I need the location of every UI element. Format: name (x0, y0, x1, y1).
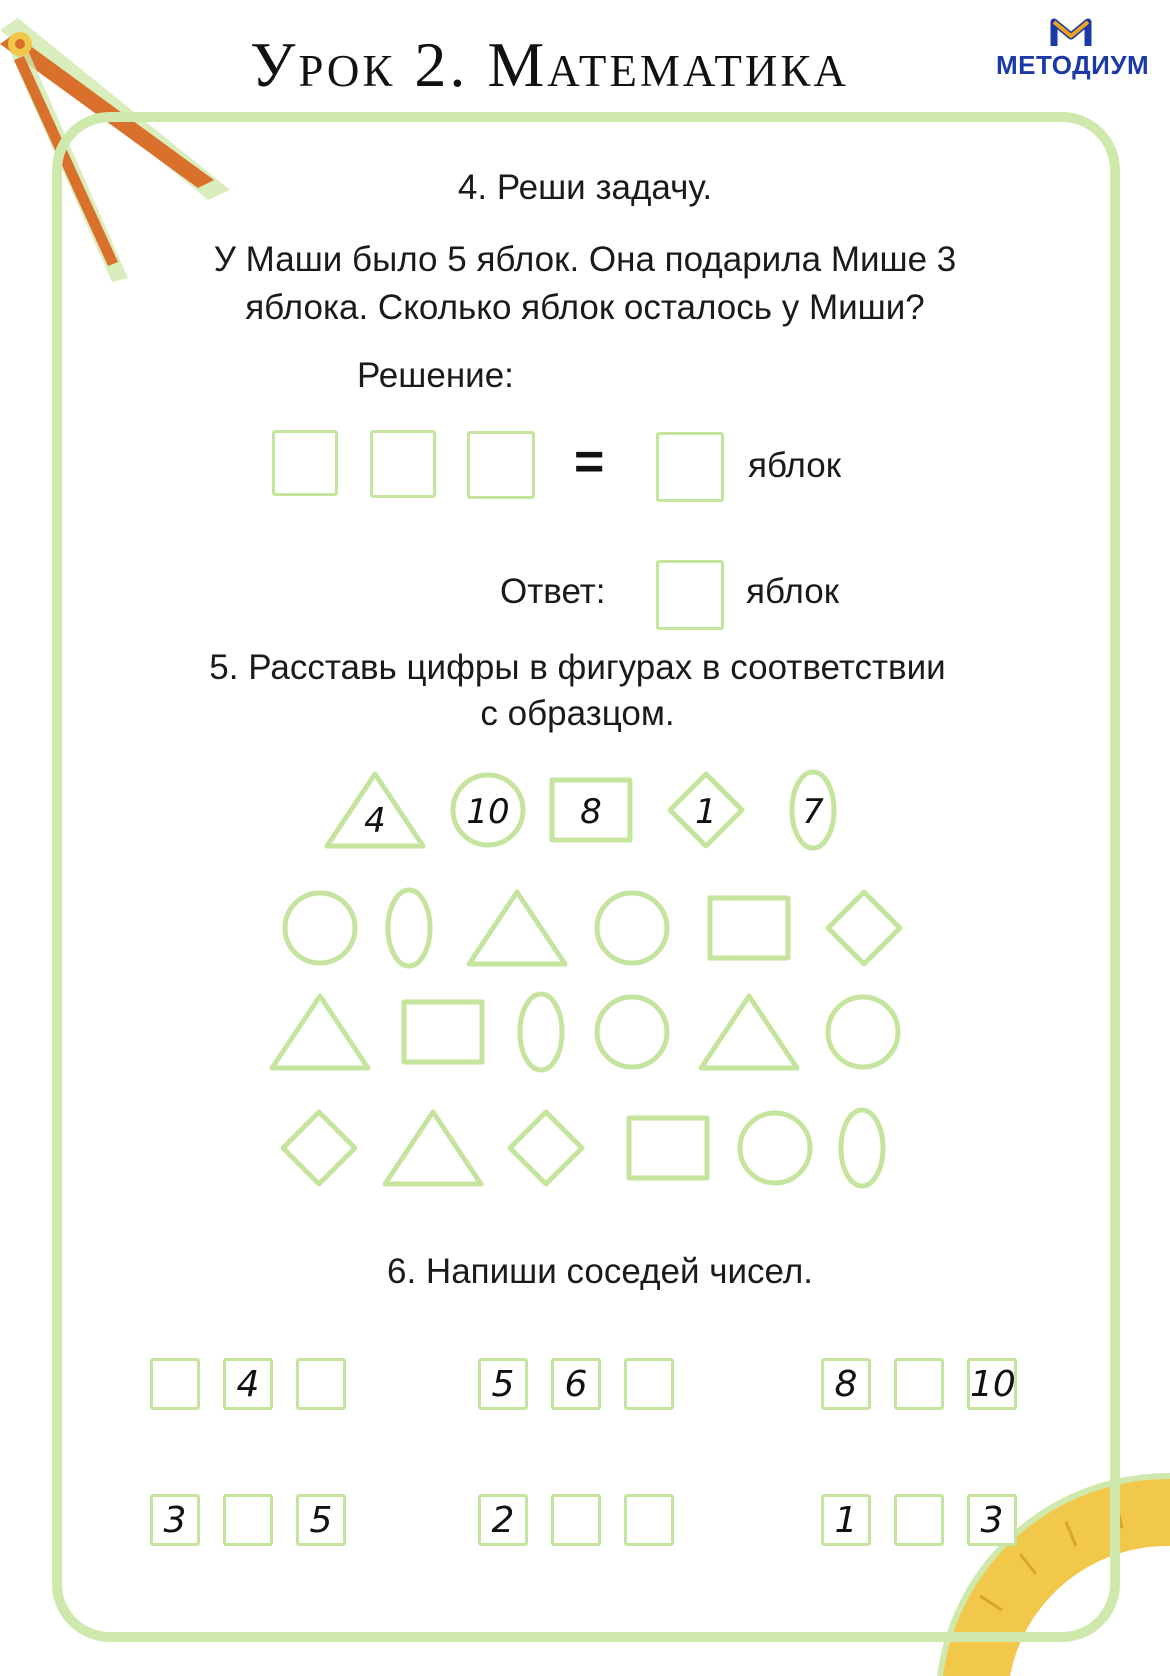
empty-rectangle-shape[interactable] (629, 1118, 707, 1178)
empty-ellipse-shape[interactable] (520, 994, 562, 1070)
empty-circle-shape[interactable] (285, 893, 355, 963)
sample-digit: 8 (580, 792, 602, 832)
number-digit: 8 (834, 1364, 858, 1405)
rectangle-outline (404, 1002, 482, 1062)
empty-number-box[interactable] (624, 1358, 674, 1410)
sample-shape-rectangle[interactable] (552, 780, 630, 840)
empty-rectangle-shape[interactable] (404, 1002, 482, 1062)
ellipse-outline (388, 890, 430, 966)
circle-outline (597, 893, 667, 963)
sample-shape-ellipse[interactable] (792, 772, 834, 848)
sample-digit: 7 (802, 792, 824, 832)
triangle-outline (701, 996, 797, 1068)
number-box (478, 1358, 528, 1410)
diamond-outline (510, 1112, 582, 1184)
number-box (296, 1494, 346, 1546)
empty-circle-shape[interactable] (828, 997, 898, 1067)
solution-unit: яблок (748, 446, 842, 485)
empty-triangle-shape[interactable] (272, 996, 368, 1068)
sample-shape-triangle[interactable] (327, 774, 423, 846)
empty-ellipse-shape[interactable] (388, 890, 430, 966)
empty-rectangle-shape[interactable] (710, 898, 788, 958)
task4-problem-line1: У Маши было 5 яблок. Она подарила Мише 3 (213, 240, 957, 279)
number-box (223, 1358, 273, 1410)
number-digit: 6 (564, 1364, 588, 1405)
empty-number-box[interactable] (624, 1494, 674, 1546)
empty-triangle-shape[interactable] (385, 1112, 481, 1184)
rectangle-outline (710, 898, 788, 958)
empty-triangle-shape[interactable] (469, 892, 565, 964)
circle-outline (740, 1113, 810, 1183)
task5-heading-line1: 5. Расставь цифры в фигурах в соответствии (209, 648, 946, 687)
empty-diamond-shape[interactable] (283, 1112, 355, 1184)
solution-label: Решение: (357, 356, 514, 395)
sample-digit: 4 (364, 801, 386, 841)
sample-shape-diamond[interactable] (670, 774, 742, 846)
empty-diamond-shape[interactable] (828, 892, 900, 964)
number-box (478, 1494, 528, 1546)
ellipse-outline (520, 994, 562, 1070)
circle-outline (285, 893, 355, 963)
number-digit: 2 (491, 1500, 515, 1541)
task6-heading: 6. Напиши соседей чисел. (387, 1252, 813, 1291)
solution-box-2[interactable] (370, 430, 436, 498)
number-box (967, 1358, 1017, 1410)
logo-text: МЕТОДИУМ (996, 50, 1150, 80)
rectangle-outline (629, 1118, 707, 1178)
number-box (551, 1358, 601, 1410)
number-digit: 5 (491, 1364, 515, 1405)
empty-triangle-shape[interactable] (701, 996, 797, 1068)
diamond-outline (283, 1112, 355, 1184)
triangle-outline (385, 1112, 481, 1184)
triangle-outline (469, 892, 565, 964)
number-digit: 5 (309, 1500, 333, 1541)
empty-number-box[interactable] (296, 1358, 346, 1410)
answer-unit: яблок (746, 572, 840, 611)
number-digit: 10 (970, 1364, 1016, 1405)
number-digit: 3 (980, 1500, 1004, 1541)
number-digit: 4 (236, 1364, 260, 1405)
solution-box-3[interactable] (467, 431, 535, 499)
shapes-area (0, 740, 1170, 1180)
empty-circle-shape[interactable] (597, 997, 667, 1067)
empty-number-box[interactable] (150, 1358, 200, 1410)
page-title: Урок 2. Математика (250, 29, 849, 100)
number-box (150, 1494, 200, 1546)
equals-sign: = (574, 433, 605, 491)
answer-label: Ответ: (500, 572, 606, 611)
empty-number-box[interactable] (894, 1494, 944, 1546)
empty-circle-shape[interactable] (597, 893, 667, 963)
empty-number-box[interactable] (223, 1494, 273, 1546)
triangle-outline (272, 996, 368, 1068)
empty-number-box[interactable] (894, 1358, 944, 1410)
sample-digit: 1 (695, 792, 717, 832)
empty-ellipse-shape[interactable] (841, 1110, 883, 1186)
answer-box[interactable] (656, 560, 724, 630)
number-box (967, 1494, 1017, 1546)
solution-result-box[interactable] (656, 432, 724, 502)
number-digit: 3 (163, 1500, 187, 1541)
brand-logo (996, 18, 1150, 88)
logo-m-icon (1052, 18, 1090, 48)
diamond-outline (828, 892, 900, 964)
circle-outline (597, 997, 667, 1067)
ellipse-outline (841, 1110, 883, 1186)
solution-box-1[interactable] (272, 430, 338, 496)
task4-problem-line2: яблока. Сколько яблок осталось у Миши? (245, 288, 925, 327)
empty-circle-shape[interactable] (740, 1113, 810, 1183)
circle-outline (828, 997, 898, 1067)
empty-number-box[interactable] (551, 1494, 601, 1546)
sample-digit: 10 (466, 792, 510, 832)
number-box (821, 1494, 871, 1546)
sample-shape-circle[interactable] (453, 775, 523, 845)
task4-heading: 4. Реши задачу. (457, 168, 713, 207)
task5-heading-line2: с образцом. (480, 694, 675, 733)
empty-diamond-shape[interactable] (510, 1112, 582, 1184)
number-box (821, 1358, 871, 1410)
number-digit: 1 (834, 1500, 858, 1541)
